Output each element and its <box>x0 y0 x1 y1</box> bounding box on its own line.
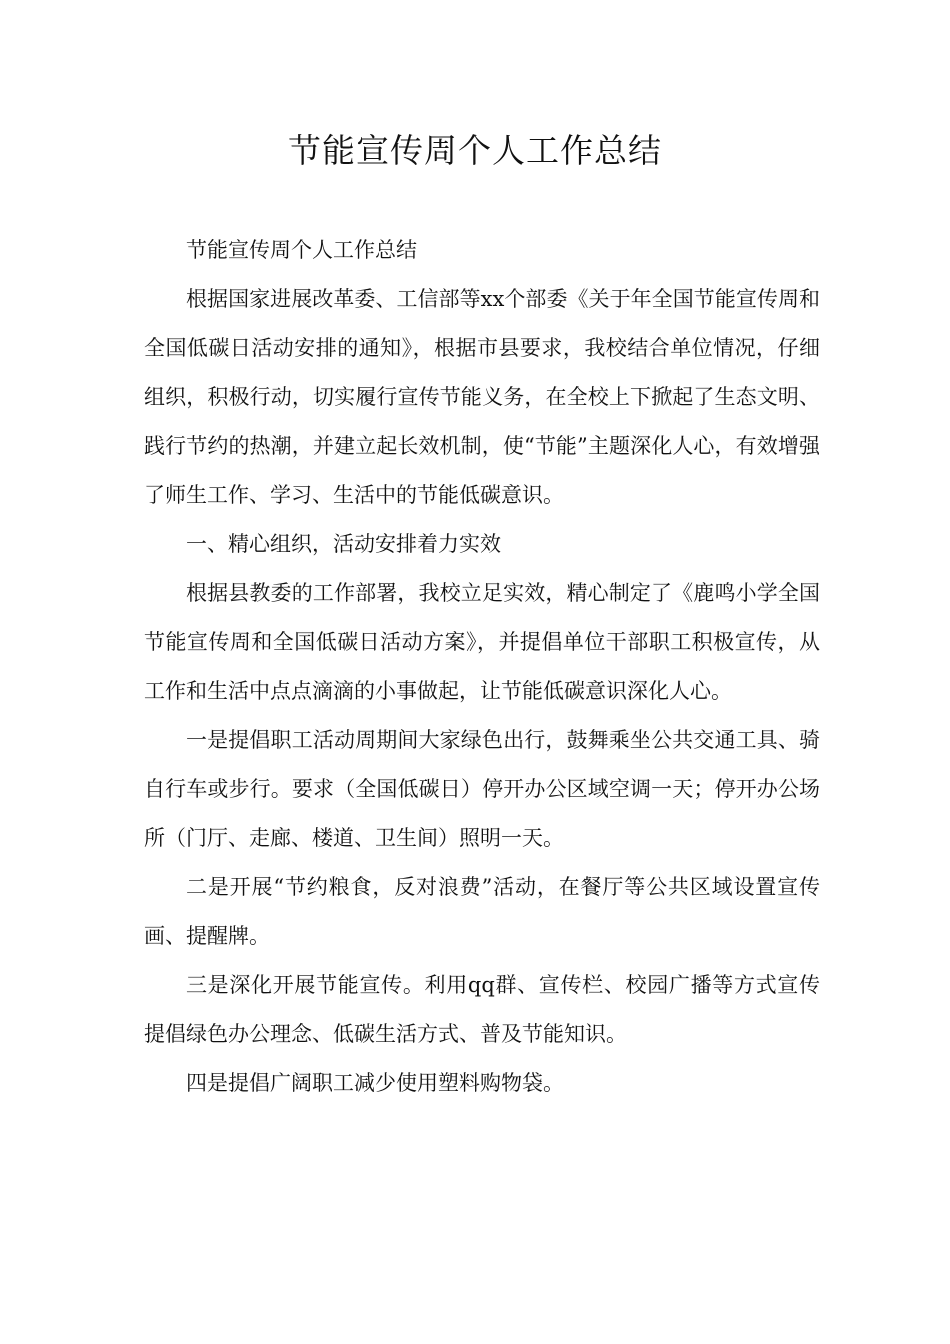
paragraph-item-1: 一是提倡职工活动周期间大家绿色出行，鼓舞乘坐公共交通工具、骑自行车或步行。要求（全国低碳日）停开办公区域空调一天；停开办公场所（门厅、走廊、楼道、卫生间）照明一天。 <box>144 728 820 850</box>
document-body <box>144 226 820 1108</box>
paragraph-item-3: 三是深化开展节能宣传。利用qq群、宣传栏、校园广播等方式宣传提倡绿色办公理念、低碳生活方式、普及节能知识。 <box>144 973 820 1046</box>
document-title: 节能宣传周个人工作总结 <box>288 131 662 170</box>
paragraph-item-4: 四是提倡广阔职工减少使用塑料购物袋。 <box>186 1071 564 1095</box>
paragraph-plan: 根据县教委的工作部署，我校立足实效，精心制定了《鹿鸣小学全国节能宣传周和全国低碳日活动方案》，并提倡单位干部职工积极宣传，从工作和生活中点点滴滴的小事做起，让节能低碳意识深化人心。 <box>144 581 820 703</box>
paragraph-intro: 根据国家进展改革委、工信部等xx个部委《关于年全国节能宣传周和全国低碳日活动安排的通知》，根据市县要求，我校结合单位情况，仔细组织，积极行动，切实履行宣传节能义务，在全校上下掀起了生态文明、践行节约的热潮，并建立起长效机制，使“节能”主题深化人心，有效增强了师生工作、学习、生活中的节能低碳意识。 <box>144 287 820 507</box>
paragraph-item-2: 二是开展“节约粮食，反对浪费”活动，在餐厅等公共区域设置宣传画、提醒牌。 <box>144 875 820 948</box>
section-heading-1: 一、精心组织，活动安排着力实效 <box>186 532 501 556</box>
paragraph-subtitle: 节能宣传周个人工作总结 <box>186 238 417 262</box>
